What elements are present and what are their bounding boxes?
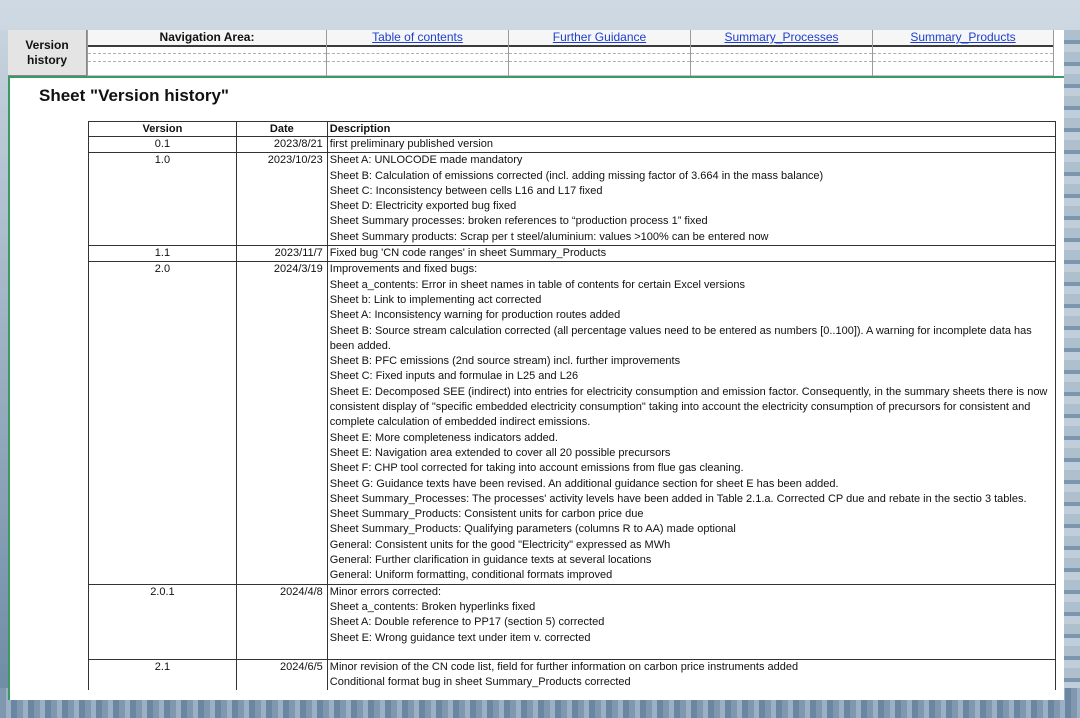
version-table-body — [89, 137, 1056, 691]
date-cell[interactable]: 2024/6/5 — [236, 659, 327, 690]
version-cell[interactable]: 0.1 — [89, 137, 237, 153]
description-line: Sheet Summary_Products: Qualifying parameters (columns R to AA) made optional — [329, 523, 736, 536]
description-cell[interactable] — [327, 246, 1055, 262]
table-row — [89, 262, 1056, 584]
sheet-title: Sheet "Version history" — [39, 86, 229, 105]
version-history-cell[interactable]: Version history — [8, 30, 87, 76]
description-line: Sheet A: Double reference to PP17 (section 5) corrected — [329, 616, 605, 629]
table-row — [89, 246, 1056, 262]
description-line: Sheet a_contents: Error in sheet names in table of contents for certain Excel versions — [329, 278, 745, 291]
frozen-pane-divider — [8, 76, 1064, 78]
date-cell[interactable]: 2024/4/8 — [236, 584, 327, 659]
description-line: Sheet D: Electricity exported bug fixed — [329, 200, 517, 213]
version-cell[interactable]: 1.0 — [89, 153, 237, 246]
date-cell[interactable]: 2023/10/23 — [236, 153, 327, 246]
nav-label-column — [87, 30, 326, 76]
version-table — [88, 121, 1056, 690]
description-line: Sheet E: More completeness indicators added. — [329, 431, 558, 444]
description-line: General: Further clarification in guidance texts at several locations — [329, 554, 652, 567]
description-line: Conditional format bug in sheet Summary_Products corrected — [329, 676, 631, 689]
description-cell[interactable] — [327, 262, 1055, 584]
description-line: Sheet C: Fixed inputs and formulae in L25 and L26 — [329, 370, 579, 383]
column-header-description: Description — [327, 122, 1055, 137]
description-line: Sheet Summary products: Scrap per t steel/aluminium: values >100% can be entered now — [329, 230, 769, 243]
description-cell[interactable] — [327, 584, 1055, 659]
description-line: first preliminary published version — [329, 138, 494, 150]
nav-link-column — [872, 30, 1054, 76]
summary-products-link[interactable]: Summary_Products — [910, 30, 1016, 44]
table-row — [89, 659, 1056, 690]
date-cell[interactable]: 2023/8/21 — [236, 137, 327, 153]
description-cell[interactable] — [327, 153, 1055, 246]
description-line: Sheet C: Inconsistency between cells L16 and L17 fixed — [329, 184, 603, 197]
nav-link-column — [690, 30, 872, 76]
description-cell[interactable] — [327, 659, 1055, 690]
description-line: Fixed bug 'CN code ranges' in sheet Summary_Products — [329, 247, 607, 260]
description-line: Sheet a_contents: Broken hyperlinks fixed — [329, 600, 536, 613]
description-line: Sheet E: Navigation area extended to cover all 20 possible precursors — [329, 446, 671, 459]
description-line: Sheet E: Wrong guidance text under item v. corrected — [329, 631, 591, 644]
description-line: Sheet G: Guidance texts have been revised. An additional guidance section for sheet E has been added. — [329, 477, 839, 490]
frozen-pane-divider-vertical — [8, 76, 10, 700]
spreadsheet-sheet — [8, 30, 1064, 700]
version-cell[interactable]: 1.1 — [89, 246, 237, 262]
table-row — [89, 153, 1056, 246]
navigation-area — [8, 30, 1064, 76]
description-line: General: Uniform formatting, conditional formats improved — [329, 569, 613, 582]
description-line: Sheet B: Source stream calculation corrected (all percentage values need to be entered as numbers [0..100]). A warning for incomplete data has been added. — [329, 324, 1032, 352]
version-cell[interactable]: 2.0 — [89, 262, 237, 584]
table-row — [89, 137, 1056, 153]
version-cell[interactable]: 2.1 — [89, 659, 237, 690]
description-line: Improvements and fixed bugs: — [329, 263, 478, 276]
description-line: Sheet Summary_Products: Consistent units for carbon price due — [329, 508, 644, 521]
description-cell[interactable] — [327, 137, 1055, 153]
date-cell[interactable]: 2023/11/7 — [236, 246, 327, 262]
description-line: Sheet B: Calculation of emissions corrected (incl. adding missing factor of 3.664 in the mass balance) — [329, 169, 824, 182]
description-line: Sheet B: PFC emissions (2nd source stream) incl. further improvements — [329, 355, 681, 368]
nav-link-column — [508, 30, 690, 76]
description-line: Sheet Summary processes: broken references to “production process 1” fixed — [329, 215, 708, 228]
nav-link-column — [326, 30, 508, 76]
description-line: Minor errors corrected: — [329, 585, 442, 598]
navigation-area-label: Navigation Area: — [88, 30, 326, 47]
further-guidance-link[interactable]: Further Guidance — [552, 30, 647, 44]
description-line: General: Consistent units for the good "Electricity" expressed as MWh — [329, 538, 671, 551]
version-cell[interactable]: 2.0.1 — [89, 584, 237, 659]
background-edge-right — [1064, 30, 1080, 700]
column-header-version: Version — [89, 122, 237, 137]
table-header-row — [89, 122, 1056, 137]
description-line: Sheet A: Inconsistency warning for production routes added — [329, 309, 621, 322]
description-line: Sheet F: CHP tool corrected for taking into account emissions from flue gas cleaning. — [329, 462, 744, 475]
date-cell[interactable]: 2024/3/19 — [236, 262, 327, 584]
description-line: Sheet b: Link to implementing act corrected — [329, 293, 542, 306]
table-row — [89, 584, 1056, 659]
background-edge-left — [0, 30, 8, 700]
summary-processes-link[interactable]: Summary_Processes — [724, 30, 839, 44]
description-line: Minor revision of the CN code list, field for further information on carbon price instruments added — [329, 660, 799, 673]
navigation-grid — [87, 30, 1054, 76]
description-line: Sheet E: Decomposed SEE (indirect) into entries for electricity consumption and emission factor. Consequently, in the summary sheets there is now consistent display of "specific embedded electricity consumption" taking into account the electricity consumption of precursors for consistent and complete calculation of embedded indirect emissions. — [329, 385, 1048, 429]
description-line: Sheet Summary_Processes: The processes' activity levels have been added in Table 2.1.a. Corrected CP due and rebate in the sectio 3 tables. — [329, 492, 1027, 505]
description-line: Sheet A: UNLOCODE made mandatory — [329, 154, 523, 167]
column-header-date: Date — [236, 122, 327, 137]
table-of-contents-link[interactable]: Table of contents — [372, 30, 463, 44]
